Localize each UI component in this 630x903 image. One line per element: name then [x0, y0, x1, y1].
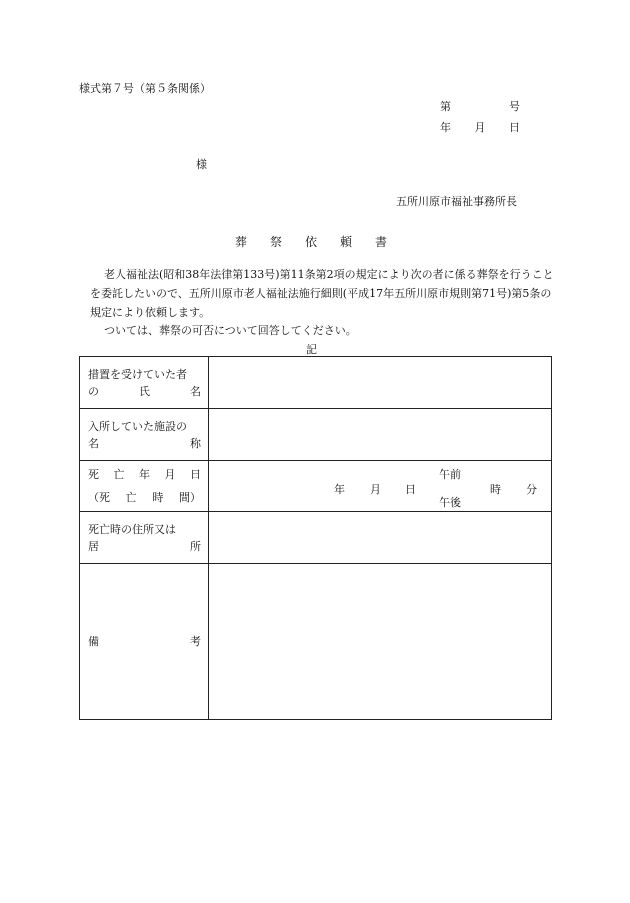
label-text: 亡: [113, 468, 125, 481]
label-text: 措置を受けていた者: [88, 367, 187, 381]
document-number: [440, 98, 520, 114]
minute-unit: 分: [526, 483, 537, 496]
issue-date: [440, 119, 520, 135]
date-month: 月: [474, 121, 486, 134]
label-text: 死亡時の住所又は: [88, 522, 176, 536]
form-table: [79, 356, 552, 720]
date-day: 日: [509, 121, 520, 134]
field-address[interactable]: [209, 512, 552, 564]
title-char: 書: [374, 235, 387, 249]
row-facility-name: [80, 409, 552, 461]
field-death-date[interactable]: [209, 461, 552, 512]
death-year-unit: 年: [334, 483, 345, 496]
label-text: 入所していた施設の: [88, 419, 187, 433]
label-text: 死: [88, 468, 99, 481]
doc-number-suffix: 号: [509, 100, 520, 113]
ki-heading: 記: [306, 343, 317, 356]
body-paragraph-1: 老人福祉法(昭和38年法律第133号)第11条第2項の規定により次の者に係る葬祭を行うことを委託したいので、五所川原市老人福祉法施行細則(平成17年五所川原市規則第71号)第5条の規定により依頼します。: [90, 268, 554, 319]
title-char: 依: [304, 235, 317, 249]
label-text: 時: [152, 491, 164, 504]
label-remarks: [80, 564, 209, 720]
label-text: 称: [190, 436, 201, 450]
label-facility-name: [80, 409, 209, 461]
label-line: [88, 486, 201, 509]
hour-unit: 時: [490, 483, 501, 496]
label-line: [88, 418, 201, 435]
document-title: [235, 233, 387, 250]
label-line: [88, 538, 201, 555]
label-line: [88, 366, 201, 383]
label-deceased-name: [80, 357, 209, 409]
field-deceased-name[interactable]: [209, 357, 552, 409]
body-paragraph-2: ついては、葬祭の可否について回答してください。: [104, 324, 357, 337]
label-text: 氏: [139, 384, 150, 398]
row-death-date: [80, 461, 552, 512]
label-text: 月: [164, 468, 176, 481]
title-char: 祭: [269, 235, 282, 249]
row-deceased-name: [80, 357, 552, 409]
title-char: 頼: [339, 235, 352, 249]
label-text: 所: [190, 539, 201, 553]
label-text: 居: [88, 539, 99, 553]
label-line: [88, 521, 201, 538]
label-line: [88, 383, 201, 400]
row-address: [80, 512, 552, 564]
death-month-unit: 月: [370, 483, 381, 496]
field-remarks[interactable]: [209, 564, 552, 720]
label-text: 考: [190, 635, 201, 648]
label-text: 名: [88, 436, 99, 450]
label-address: [80, 512, 209, 564]
label-text: 備: [88, 635, 99, 648]
label-text: 名: [190, 384, 201, 398]
am-label: 午前: [439, 468, 461, 481]
label-text: 日: [190, 468, 201, 481]
label-text: 年: [139, 468, 150, 481]
label-text: 亡: [125, 491, 137, 504]
label-line: [88, 463, 201, 486]
label-text: 間）: [178, 491, 201, 504]
doc-number-prefix: 第: [440, 100, 451, 113]
label-line: [88, 435, 201, 452]
field-facility-name[interactable]: [209, 409, 552, 461]
title-char: 葬: [235, 235, 248, 249]
pm-label: 午後: [439, 496, 461, 509]
row-remarks: [80, 564, 552, 720]
death-day-unit: 日: [405, 483, 416, 496]
form-number: 様式第７号（第５条関係）: [79, 82, 211, 95]
addressee-suffix: 様: [196, 158, 207, 171]
date-year: 年: [440, 121, 451, 134]
sender-name: 五所川原市福祉事務所長: [396, 195, 517, 208]
label-text: の: [88, 384, 99, 398]
label-text: （死: [88, 491, 110, 504]
label-death-date: [80, 461, 209, 512]
